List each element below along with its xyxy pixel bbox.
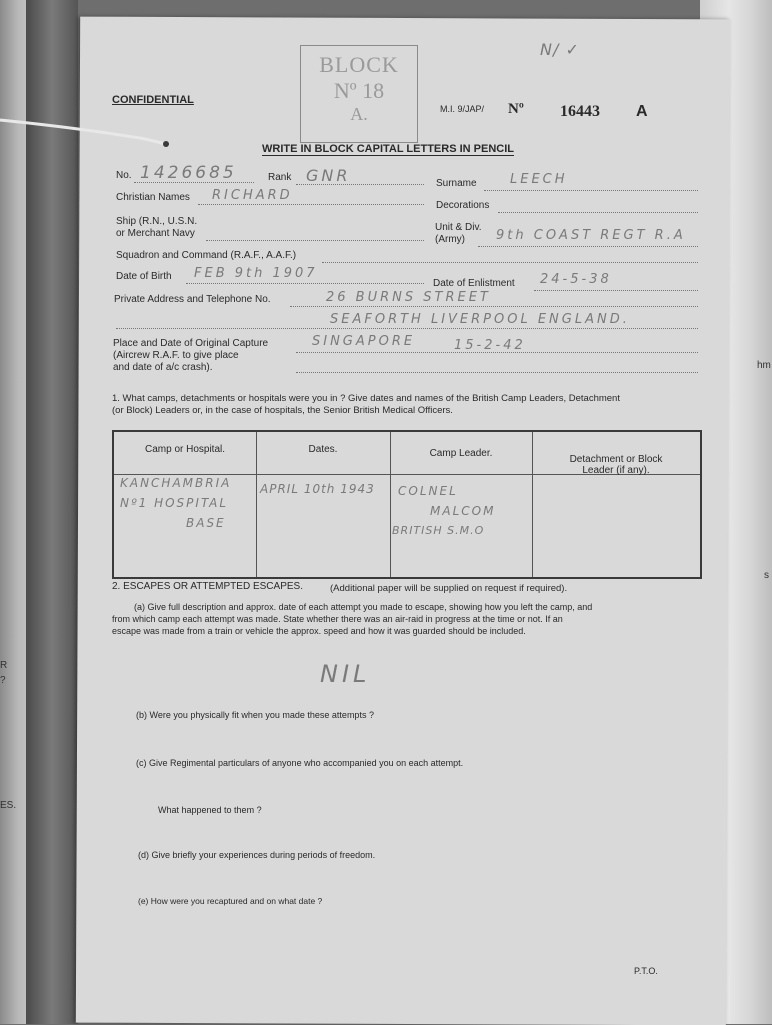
table-cell-camp: Nº1 HOSPITAL <box>120 496 229 510</box>
form-suffix: A <box>636 103 648 120</box>
escapes-heading: 2. ESCAPES OR ATTEMPTED ESCAPES. <box>112 581 303 592</box>
dotted-line <box>186 283 424 284</box>
block-stamp <box>300 45 418 143</box>
capture-label: (Aircrew R.A.F. to give place <box>113 350 239 361</box>
rank-value: GNR <box>306 166 351 185</box>
decorations-label: Decorations <box>436 200 490 211</box>
christian-names-value: RICHARD <box>212 188 293 203</box>
table-cell-camp: BASE <box>186 516 226 530</box>
question-2e-text: (e) How were you recaptured and on what date ? <box>138 896 323 906</box>
stamp-line: BLOCK <box>319 52 399 77</box>
capture-label: Place and Date of Original Capture <box>113 338 269 349</box>
service-no-label: No. <box>116 170 132 181</box>
dotted-line <box>116 328 698 329</box>
table-cell-date: APRIL 10th 1943 <box>260 482 375 496</box>
address-line-2: SEAFORTH LIVERPOOL ENGLAND. <box>330 312 630 327</box>
capture-place-value: SINGAPORE <box>312 334 416 349</box>
question-2c-followup: What happened to them ? <box>158 805 262 815</box>
unit-label: (Army) <box>435 234 465 245</box>
confidential-label: CONFIDENTIAL <box>112 94 194 106</box>
mi9-reference: M.I. 9/JAP/ <box>440 104 485 114</box>
header-camp-leader: Camp Leader. <box>429 448 493 459</box>
edge-note: s <box>764 570 769 581</box>
header-camp: Camp or Hospital. <box>144 444 226 455</box>
edge-note: ? <box>0 675 6 686</box>
number-label: Nº <box>508 101 524 117</box>
ship-label: Ship (R.N., U.S.N. <box>116 216 198 227</box>
table-cell-camp: KANCHAMBRIA <box>120 476 232 490</box>
escape-answer: NIL <box>320 660 371 688</box>
question-2a-text: from which camp each attempt was made. State whether there was an air-raid in progress at the time or not. If an <box>112 614 563 624</box>
dotted-line <box>290 306 698 307</box>
dotted-line <box>484 190 698 191</box>
capture-date-value: 15-2-42 <box>454 338 526 353</box>
question-2c-text: (c) Give Regimental particulars of anyone who accompanied you on each attempt. <box>136 758 464 768</box>
rank-label: Rank <box>268 172 292 183</box>
pto-label: P.T.O. <box>634 966 658 976</box>
date-of-birth-value: FEB 9th 1907 <box>194 266 318 281</box>
christian-names-label: Christian Names <box>116 192 190 203</box>
question-2d-text: (d) Give briefly your experiences during periods of freedom. <box>138 850 376 860</box>
squadron-label: Squadron and Command (R.A.F., A.A.F.) <box>116 250 297 261</box>
dotted-line <box>198 204 424 205</box>
unit-label: Unit & Div. <box>435 222 482 233</box>
surname-label: Surname <box>436 178 477 189</box>
date-of-birth-label: Date of Birth <box>116 271 172 282</box>
dotted-line <box>478 246 698 247</box>
header-detachment: Detachment or Block <box>569 454 663 465</box>
unit-value: 9th COAST REGT R.A <box>496 228 686 243</box>
left-binding-band <box>26 0 78 1024</box>
ship-label: or Merchant Navy <box>116 228 195 239</box>
escapes-heading-note: (Additional paper will be supplied on request if required). <box>330 583 568 594</box>
surname-value: LEECH <box>510 172 568 187</box>
address-label: Private Address and Telephone No. <box>114 294 271 305</box>
dotted-line <box>322 262 698 263</box>
question-2a-text: escape was made from a train or vehicle the approx. speed and how it was guarded should be included. <box>112 626 526 636</box>
form-number: 16443 <box>560 103 600 120</box>
dotted-line <box>498 212 698 213</box>
enlistment-date-label: Date of Enlistment <box>433 278 515 289</box>
edge-note: R <box>0 660 8 671</box>
dotted-line <box>296 372 698 373</box>
question-2a-text: (a) Give full description and approx. date of each attempt you made to escape, showing how you left the camp, and <box>134 602 593 612</box>
question-2b-text: (b) Were you physically fit when you made these attempts ? <box>136 710 374 720</box>
address-line-1: 26 BURNS STREET <box>326 290 491 305</box>
camps-table <box>112 430 702 579</box>
question-1-text: (or Block) Leaders or, in the case of hospitals, the Senior British Medical Officers. <box>112 405 453 416</box>
edge-note: hm <box>757 360 771 371</box>
capture-label: and date of a/c crash). <box>113 362 213 373</box>
dotted-line <box>206 240 424 241</box>
enlistment-date-value: 24-5-38 <box>540 272 612 287</box>
table-cell-leader: COLNEL <box>398 484 458 498</box>
table-cell-leader: MALCOM <box>430 504 496 518</box>
tie-string <box>0 108 170 148</box>
header-dates: Dates. <box>308 444 338 455</box>
stamp-line: Nº 18 <box>333 78 385 103</box>
question-1-text: 1. What camps, detachments or hospitals were you in ? Give dates and names of the British Camp Leaders, Detachment <box>112 393 620 404</box>
service-no-value: 1426685 <box>140 163 237 183</box>
dotted-line <box>534 290 698 291</box>
edge-note: ES. <box>0 800 17 811</box>
stamp-line: A. <box>350 104 368 124</box>
table-cell-leader: BRITISH S.M.O <box>392 524 485 537</box>
block-capitals-instruction: WRITE IN BLOCK CAPITAL LETTERS IN PENCIL <box>262 143 514 155</box>
header-detachment: Leader (if any). <box>582 465 650 476</box>
corner-handwritten-mark: N/ ✓ <box>540 40 580 59</box>
